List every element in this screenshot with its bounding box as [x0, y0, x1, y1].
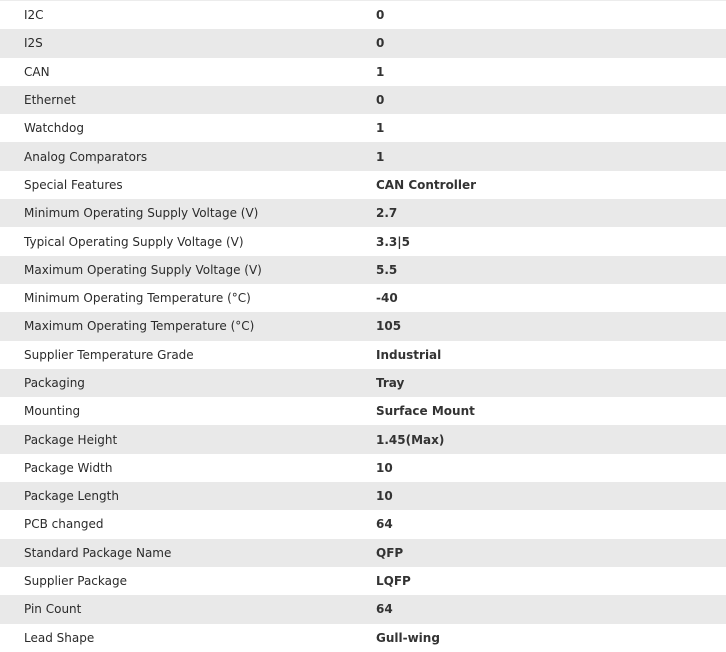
spec-row	[0, 114, 726, 142]
spec-label: Lead Shape	[0, 624, 376, 652]
spec-row	[0, 58, 726, 86]
spec-row	[0, 539, 726, 567]
spec-value: 0	[376, 1, 726, 30]
spec-value: 0	[376, 29, 726, 57]
spec-row	[0, 29, 726, 57]
spec-label: Packaging	[0, 369, 376, 397]
spec-row	[0, 510, 726, 538]
spec-value: QFP	[376, 539, 726, 567]
spec-label: I2C	[0, 1, 376, 30]
spec-row	[0, 256, 726, 284]
specifications-table-body	[0, 1, 726, 652]
spec-value: 1	[376, 58, 726, 86]
spec-row	[0, 1, 726, 30]
spec-value: 1.45(Max)	[376, 425, 726, 453]
spec-value: 105	[376, 312, 726, 340]
spec-value: LQFP	[376, 567, 726, 595]
spec-row	[0, 341, 726, 369]
spec-value: Surface Mount	[376, 397, 726, 425]
spec-label: Analog Comparators	[0, 142, 376, 170]
spec-label: I2S	[0, 29, 376, 57]
spec-row	[0, 624, 726, 652]
spec-label: Supplier Temperature Grade	[0, 341, 376, 369]
spec-label: Ethernet	[0, 86, 376, 114]
spec-label: Standard Package Name	[0, 539, 376, 567]
spec-value: 5.5	[376, 256, 726, 284]
spec-value: 2.7	[376, 199, 726, 227]
spec-value: Gull-wing	[376, 624, 726, 652]
spec-label: Supplier Package	[0, 567, 376, 595]
spec-label: Package Height	[0, 425, 376, 453]
spec-label: Package Width	[0, 454, 376, 482]
spec-value: 1	[376, 142, 726, 170]
spec-row	[0, 397, 726, 425]
spec-row	[0, 142, 726, 170]
spec-row	[0, 482, 726, 510]
spec-label: Package Length	[0, 482, 376, 510]
spec-row	[0, 227, 726, 255]
spec-value: 64	[376, 510, 726, 538]
spec-row	[0, 567, 726, 595]
spec-label: CAN	[0, 58, 376, 86]
spec-label: Maximum Operating Temperature (°C)	[0, 312, 376, 340]
spec-value: 1	[376, 114, 726, 142]
spec-label: Mounting	[0, 397, 376, 425]
spec-row	[0, 425, 726, 453]
spec-label: Typical Operating Supply Voltage (V)	[0, 227, 376, 255]
spec-row	[0, 171, 726, 199]
spec-label: Minimum Operating Supply Voltage (V)	[0, 199, 376, 227]
spec-row	[0, 199, 726, 227]
spec-label: Pin Count	[0, 595, 376, 623]
spec-row	[0, 86, 726, 114]
spec-value: 10	[376, 482, 726, 510]
spec-label: Watchdog	[0, 114, 376, 142]
spec-label: Maximum Operating Supply Voltage (V)	[0, 256, 376, 284]
spec-value: Tray	[376, 369, 726, 397]
spec-value: Industrial	[376, 341, 726, 369]
spec-label: Minimum Operating Temperature (°C)	[0, 284, 376, 312]
spec-row	[0, 369, 726, 397]
spec-value: 3.3|5	[376, 227, 726, 255]
spec-label: PCB changed	[0, 510, 376, 538]
spec-row	[0, 595, 726, 623]
spec-row	[0, 312, 726, 340]
spec-value: CAN Controller	[376, 171, 726, 199]
spec-value: 10	[376, 454, 726, 482]
spec-row	[0, 284, 726, 312]
spec-row	[0, 454, 726, 482]
spec-value: 64	[376, 595, 726, 623]
spec-label: Special Features	[0, 171, 376, 199]
spec-value: 0	[376, 86, 726, 114]
spec-value: -40	[376, 284, 726, 312]
